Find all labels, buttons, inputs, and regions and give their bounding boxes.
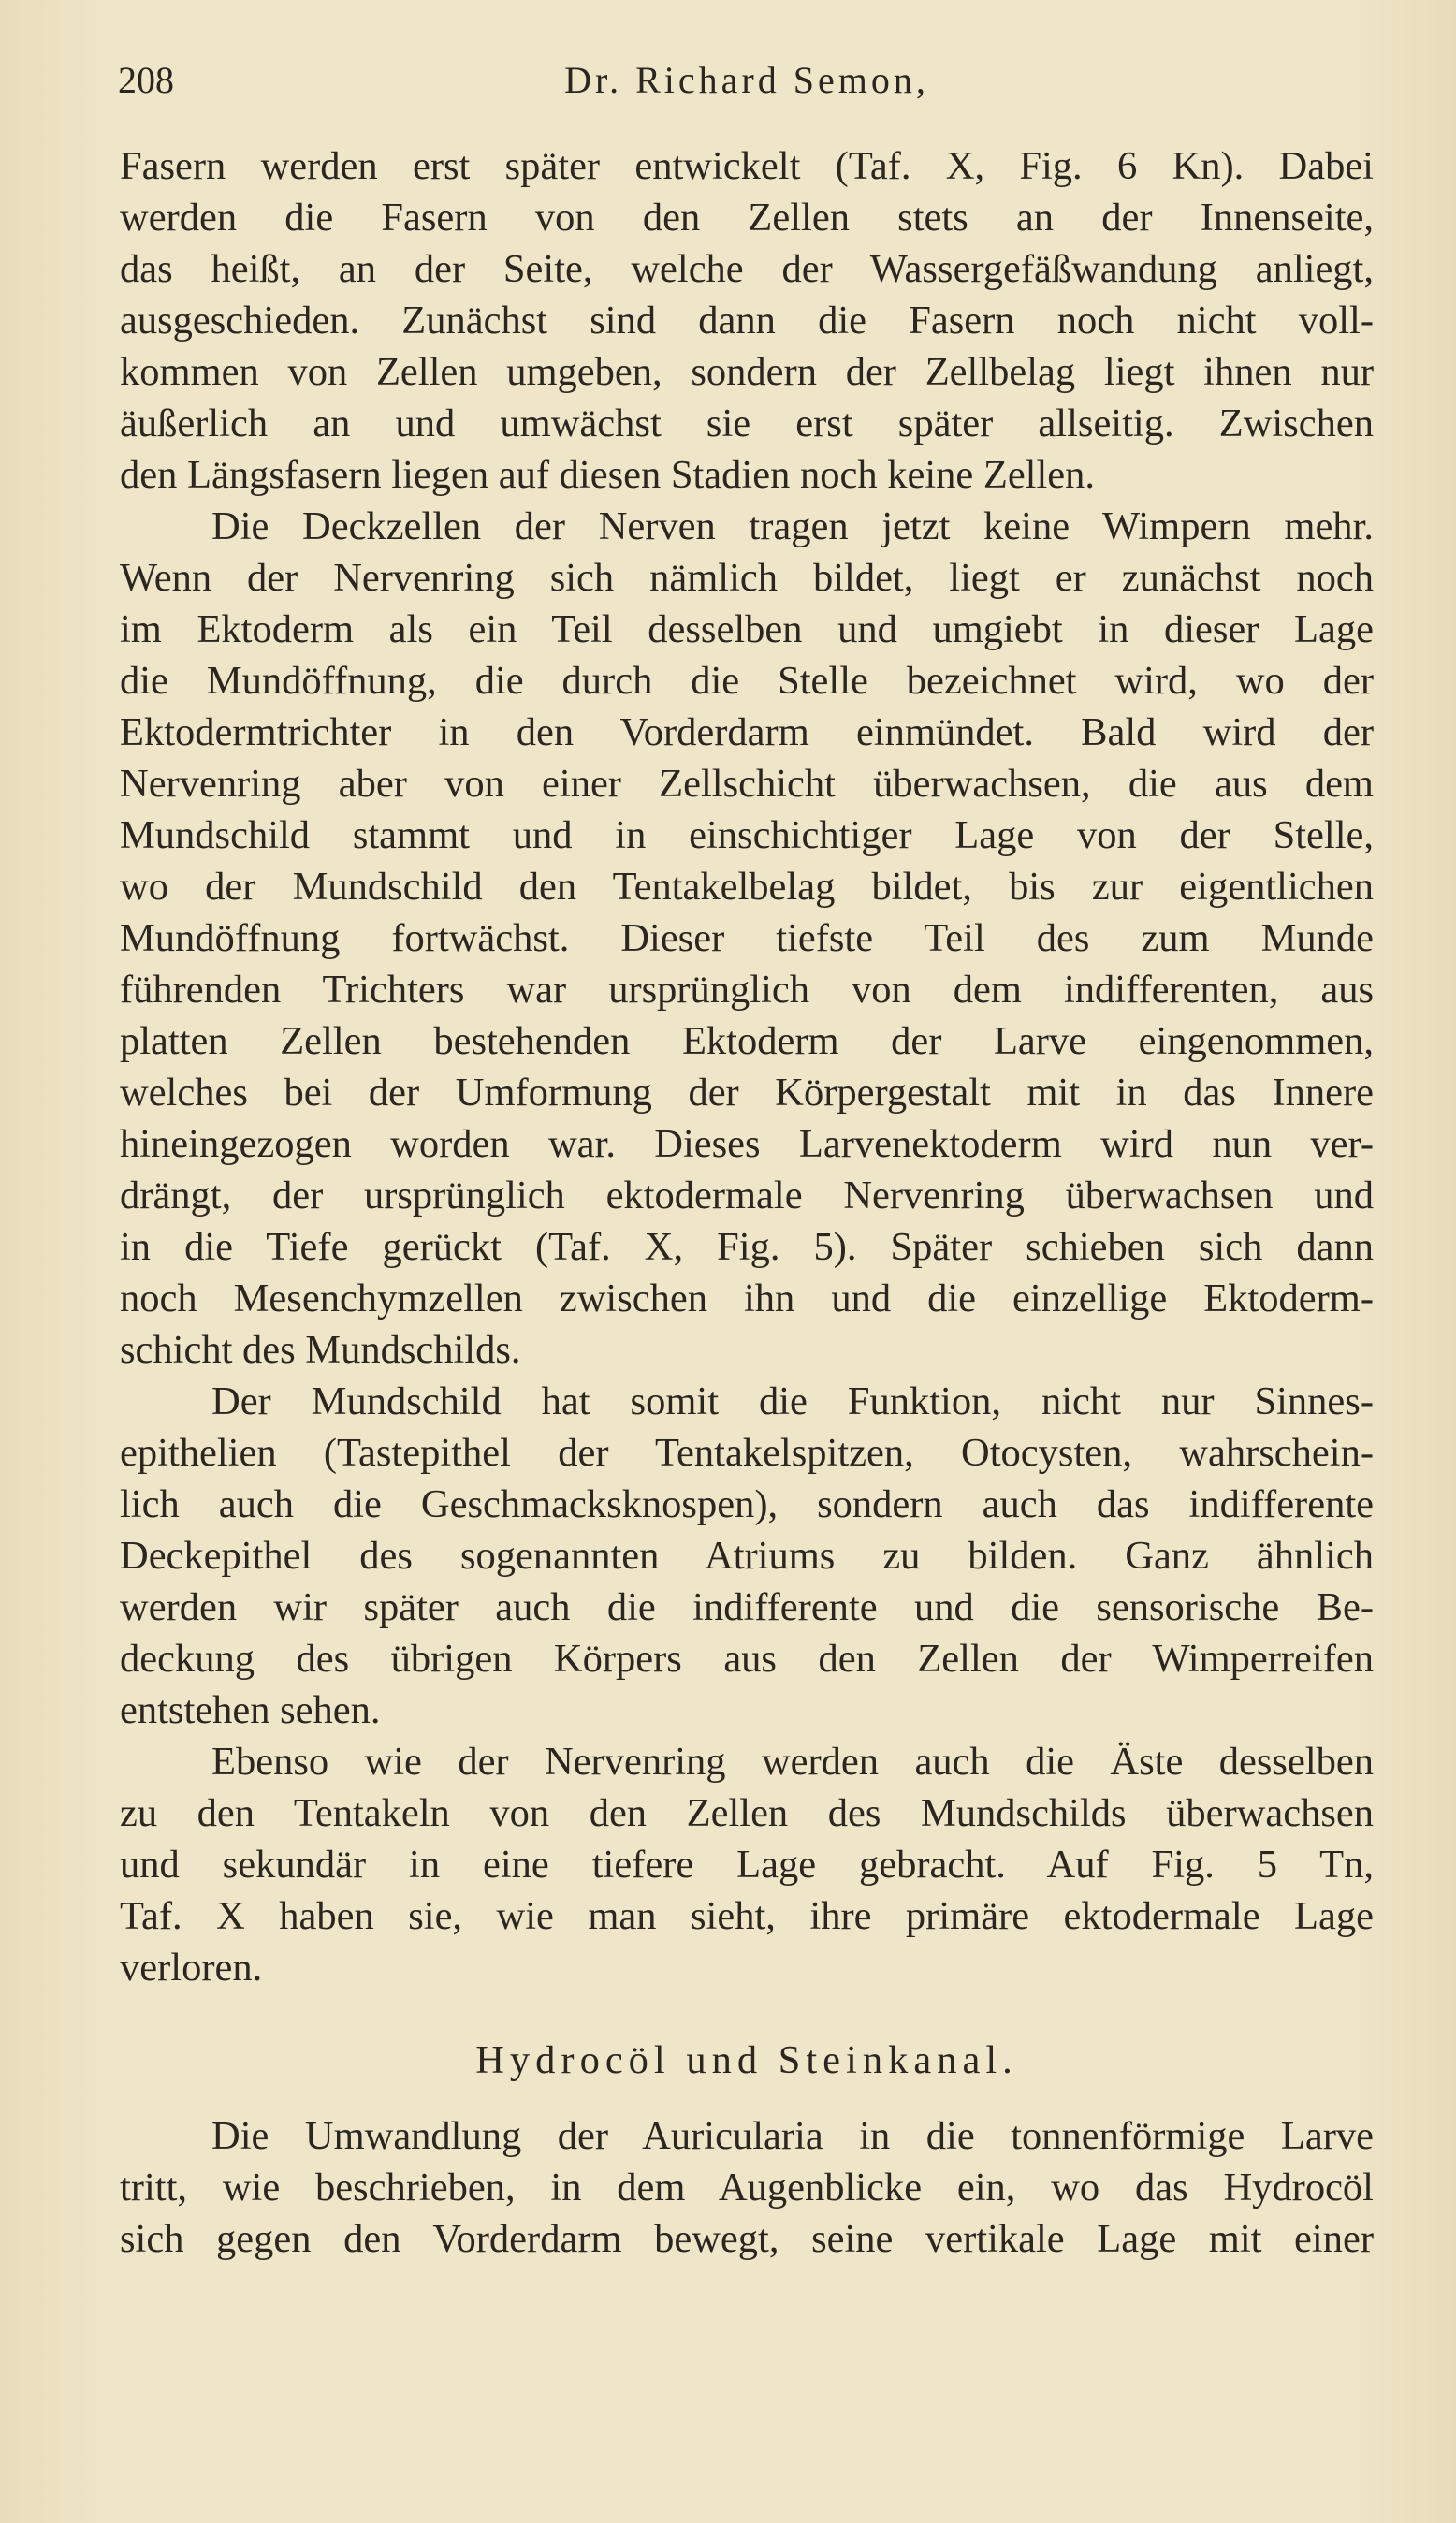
- text-line: drängt, der ursprünglich ektodermale Nervenring überwachsen und: [120, 1174, 1374, 1218]
- text-line: ausgeschieden. Zunächst sind dann die Fasern noch nicht voll-: [120, 299, 1374, 343]
- text-line: zu den Tentakeln von den Zellen des Mundschilds überwachsen: [120, 1791, 1374, 1835]
- text-line: deckung des übrigen Körpers aus den Zellen der Wimperreifen: [120, 1637, 1374, 1681]
- text-line: Wenn der Nervenring sich nämlich bildet, liegt er zunächst noch: [120, 556, 1374, 600]
- text-line: platten Zellen bestehenden Ektoderm der Larve eingenommen,: [120, 1019, 1374, 1063]
- text-line: epithelien (Tastepithel der Tentakelspitzen, Otocysten, wahrschein-: [120, 1431, 1374, 1475]
- paragraph: [120, 1376, 1374, 1736]
- text-line: Ektodermtrichter in den Vorderdarm einmündet. Bald wird der: [120, 710, 1374, 754]
- text-line: welches bei der Umformung der Körpergestalt mit in das Innere: [120, 1071, 1374, 1115]
- text-line: Mundöffnung fortwächst. Dieser tiefste Teil des zum Munde: [120, 916, 1374, 960]
- body-text: [120, 140, 1374, 2265]
- text-line: kommen von Zellen umgeben, sondern der Zellbelag liegt ihnen nur: [120, 350, 1374, 394]
- text-line: schicht des Mundschilds.: [120, 1328, 521, 1372]
- text-line: wo der Mundschild den Tentakelbelag bildet, bis zur eigentlichen: [120, 865, 1374, 909]
- paragraph: [120, 1736, 1374, 1993]
- text-line: hineingezogen worden war. Dieses Larvenektoderm wird nun ver-: [120, 1122, 1374, 1166]
- text-line: werden die Fasern von den Zellen stets an der Innenseite,: [120, 196, 1374, 240]
- text-line: in die Tiefe gerückt (Taf. X, Fig. 5). Später schieben sich dann: [120, 1225, 1374, 1269]
- text-line: sich gegen den Vorderdarm bewegt, seine vertikale Lage mit einer: [120, 2217, 1374, 2261]
- text-line: äußerlich an und umwächst sie erst später allseitig. Zwischen: [120, 401, 1374, 445]
- text-line: den Längsfasern liegen auf diesen Stadien noch keine Zellen.: [120, 453, 1096, 497]
- paragraph: [120, 2110, 1374, 2265]
- text-line: Nervenring aber von einer Zellschicht überwachsen, die aus dem: [120, 762, 1374, 806]
- page-header: [118, 58, 1376, 114]
- text-line: Fasern werden erst später entwickelt (Taf. X, Fig. 6 Kn). Dabei: [120, 144, 1374, 188]
- text-line: Die Deckzellen der Nerven tragen jetzt keine Wimpern mehr.: [211, 504, 1374, 548]
- text-line: im Ektoderm als ein Teil desselben und umgiebt in dieser Lage: [120, 607, 1374, 651]
- text-line: verloren.: [120, 1946, 263, 1990]
- text-line: Ebenso wie der Nervenring werden auch die Äste desselben: [211, 1740, 1374, 1784]
- text-line: Deckepithel des sogenannten Atriums zu bilden. Ganz ähnlich: [120, 1534, 1374, 1578]
- text-line: lich auch die Geschmacksknospen), sondern auch das indifferente: [120, 1482, 1374, 1526]
- text-line: die Mundöffnung, die durch die Stelle bezeichnet wird, wo der: [120, 659, 1374, 703]
- running-title: Dr. Richard Semon,: [564, 59, 929, 101]
- paragraph: [120, 140, 1374, 501]
- text-line: Die Umwandlung der Auricularia in die tonnenförmige Larve: [211, 2114, 1374, 2158]
- text-line: Taf. X haben sie, wie man sieht, ihre primäre ektodermale Lage: [120, 1894, 1374, 1938]
- section-heading: Hydrocöl und Steinkanal.: [475, 2038, 1018, 2082]
- text-line: führenden Trichters war ursprünglich von dem indifferenten, aus: [120, 968, 1374, 1012]
- text-line: das heißt, an der Seite, welche der Wassergefäßwandung anliegt,: [120, 247, 1374, 291]
- text-line: Der Mundschild hat somit die Funktion, nicht nur Sinnes-: [211, 1379, 1374, 1423]
- page-number: 208: [118, 59, 174, 101]
- text-line: entstehen sehen.: [120, 1688, 381, 1732]
- text-line: Mundschild stammt und in einschichtiger Lage von der Stelle,: [120, 813, 1374, 857]
- text-line: noch Mesenchymzellen zwischen ihn und die einzellige Ektoderm-: [120, 1276, 1374, 1320]
- text-line: und sekundär in eine tiefere Lage gebracht. Auf Fig. 5 Tn,: [120, 1843, 1374, 1887]
- text-line: werden wir später auch die indifferente und die sensorische Be-: [120, 1585, 1374, 1629]
- paragraph: [120, 501, 1374, 1376]
- text-line: tritt, wie beschrieben, in dem Augenblicke ein, wo das Hydrocöl: [120, 2166, 1374, 2209]
